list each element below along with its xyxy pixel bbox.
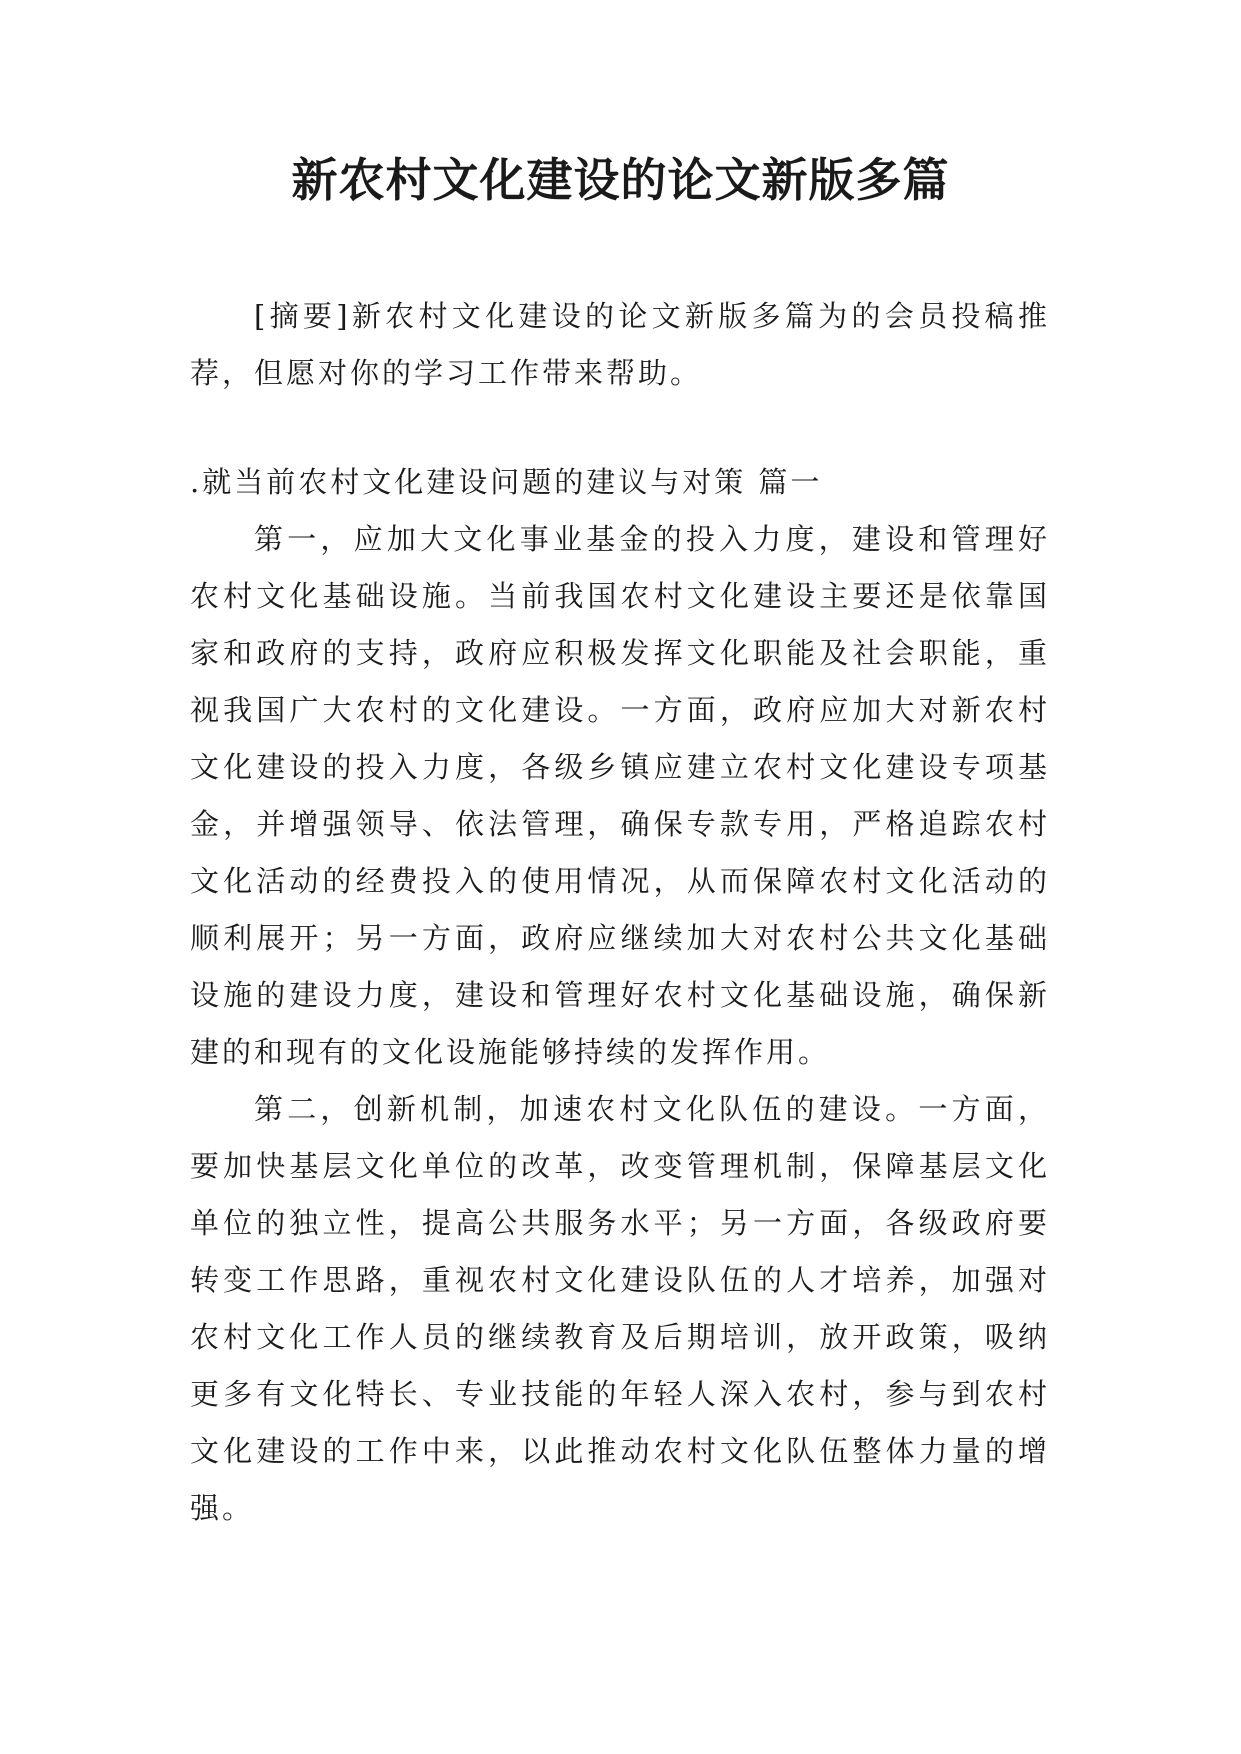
abstract-block [190,288,1050,402]
document-title: 新农村文化建设的论文新版多篇 [291,153,950,207]
section-heading: .就当前农村文化建设问题的建议与对策 篇一 [190,465,823,499]
body-paragraph-2: 第二，创新机制，加速农村文化队伍的建设。一方面，要加快基层文化单位的改革，改变管理机制，保障基层文化单位的独立性，提高公共服务水平；另一方面，各级政府要转变工作思路，重视农村文化建设队伍的人才培养，加强对农村文化工作人员的继续教育及后期培训，放开政策，吸纳更多有文化特长、专业技能的年轻人深入农村，参与到农村文化建设的工作中来，以此推动农村文化队伍整体力量的增强。 [190,1092,1050,1525]
abstract-paragraph: [摘要]新农村文化建设的论文新版多篇为的会员投稿推荐，但愿对你的学习工作带来帮助。 [190,299,1050,390]
body-paragraph-1: 第一，应加大文化事业基金的投入力度，建设和管理好农村文化基础设施。当前我国农村文化建设主要还是依靠国家和政府的支持，政府应积极发挥文化职能及社会职能，重视我国广大农村的文化建设。一方面，政府应加大对新农村文化建设的投入力度，各级乡镇应建立农村文化建设专项基金，并增强领导、依法管理，确保专款专用，严格追踪农村文化活动的经费投入的使用情况，从而保障农村文化活动的顺利展开；另一方面，政府应继续加大对农村公共文化基础设施的建设力度，建设和管理好农村文化基础设施，确保新建的和现有的文化设施能够持续的发挥作用。 [190,522,1050,1069]
content-block [190,454,1050,1537]
